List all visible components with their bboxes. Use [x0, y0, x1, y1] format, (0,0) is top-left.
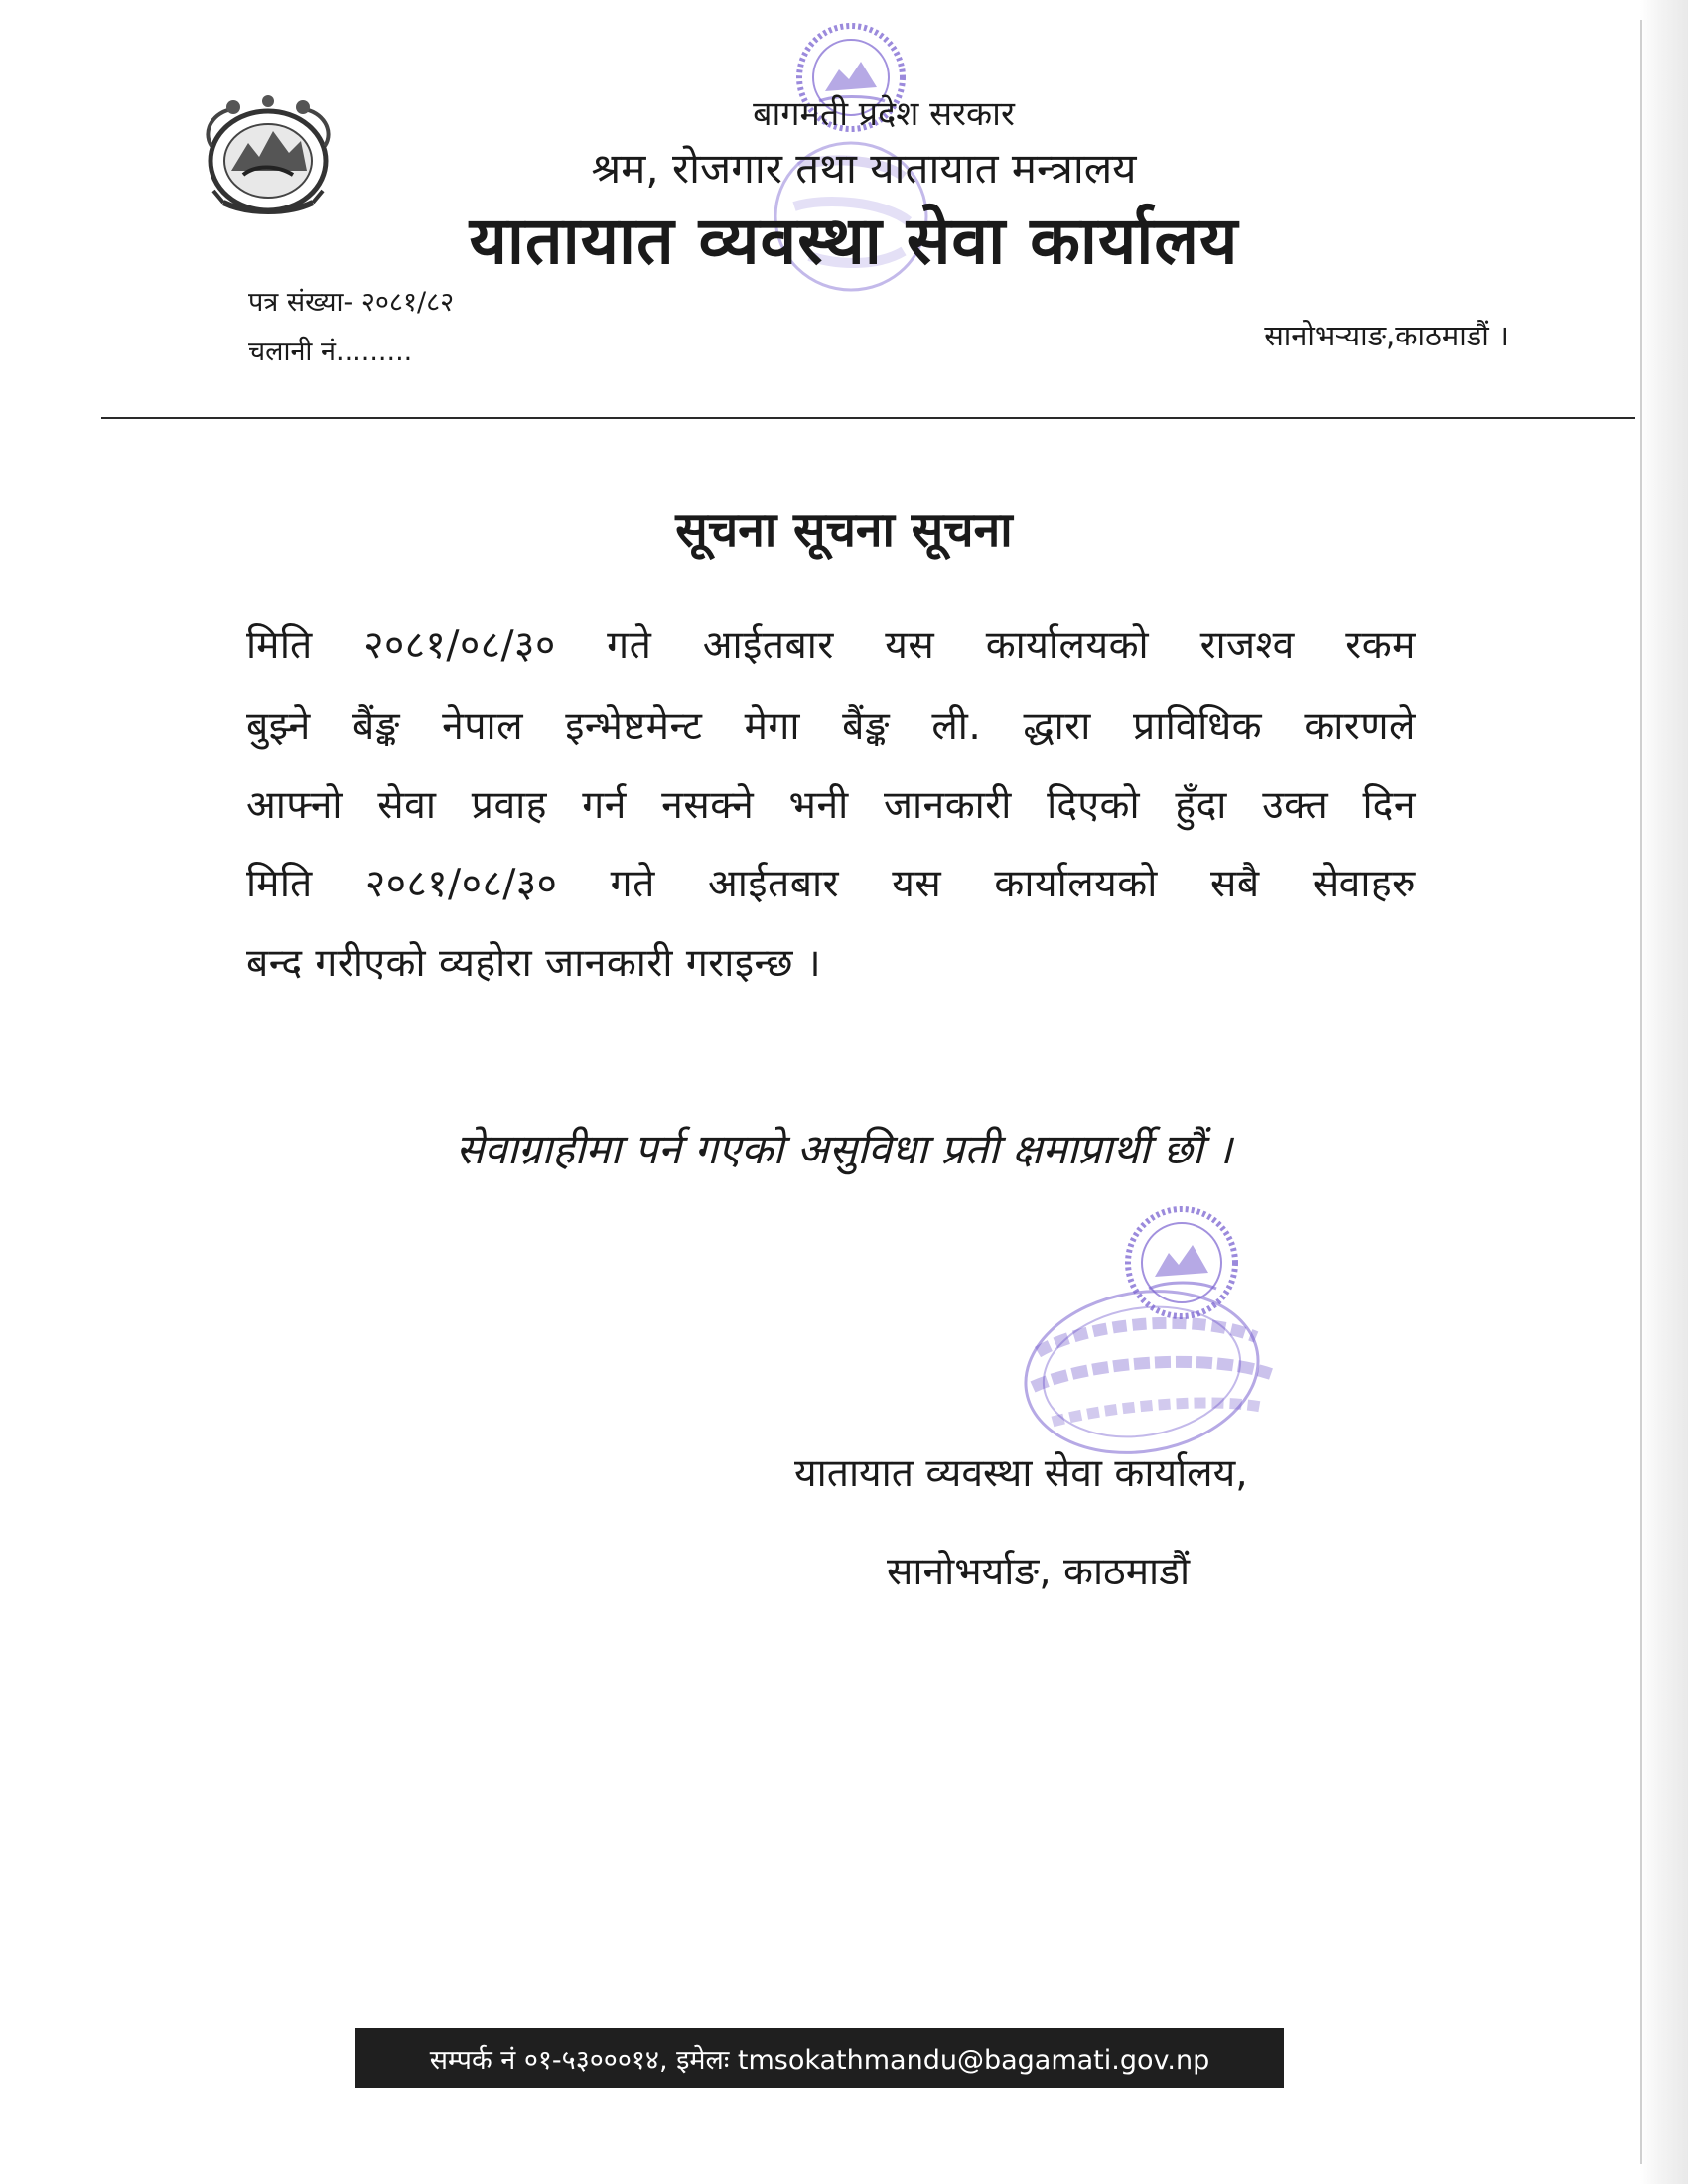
scan-edge-line	[1640, 20, 1642, 2164]
header-divider	[101, 417, 1635, 419]
office-stamp-bottom	[1008, 1203, 1306, 1466]
notice-body-line: आफ्नो सेवा प्रवाह गर्न नसक्ने भनी जानकारी दिएको हुँदा उक्त दिन	[246, 783, 1416, 828]
footer-contact: सम्पर्क नं ०१-५३०००१४, इमेलः tmsokathmandu@bagamati.gov.np	[429, 2044, 1210, 2076]
signature-place: सानोभर्याङ, काठमाडौं	[887, 1550, 1191, 1594]
signature-office: यातायात व्यवस्था सेवा कार्यालय,	[794, 1451, 1248, 1496]
ministry-name: श्रम, रोजगार तथा यातायात मन्त्रालय	[591, 144, 1137, 193]
scan-edge	[1640, 0, 1688, 2184]
notice-body-line: मिति २०८१/०८/३० गते आईतबार यस कार्यालयको राजश्व रकम	[246, 623, 1416, 668]
notice-body-line: मिति २०८१/०८/३० गते आईतबार यस कार्यालयको सबै सेवाहरु	[246, 862, 1416, 906]
notice-body-line: बुझ्ने बैंङ्क नेपाल इन्भेष्टमेन्ट मेगा बैंङ्क ली. द्धारा प्राविधिक कारणले	[246, 704, 1416, 749]
office-name: यातायात व्यवस्था सेवा कार्यालय	[469, 203, 1239, 279]
government-name: बागमती प्रदेश सरकार	[753, 94, 1015, 134]
footer-contact-bar	[355, 2028, 1284, 2088]
letter-number: पत्र संख्या- २०८१/८२	[248, 287, 455, 318]
notice-body-line: बन्द गरीएको व्यहोरा जानकारी गराइन्छ ।	[246, 941, 822, 986]
dispatch-number: चलानी नं.........	[248, 337, 413, 367]
apology-line: सेवाग्राहीमा पर्न गएको असुविधा प्रती क्षमाप्रार्थी छौं ।	[456, 1125, 1232, 1173]
office-address: सानोभऱ्याङ,काठमाडौं ।	[1264, 319, 1509, 352]
notice-title: सूचना सूचना सूचना	[675, 502, 1013, 558]
